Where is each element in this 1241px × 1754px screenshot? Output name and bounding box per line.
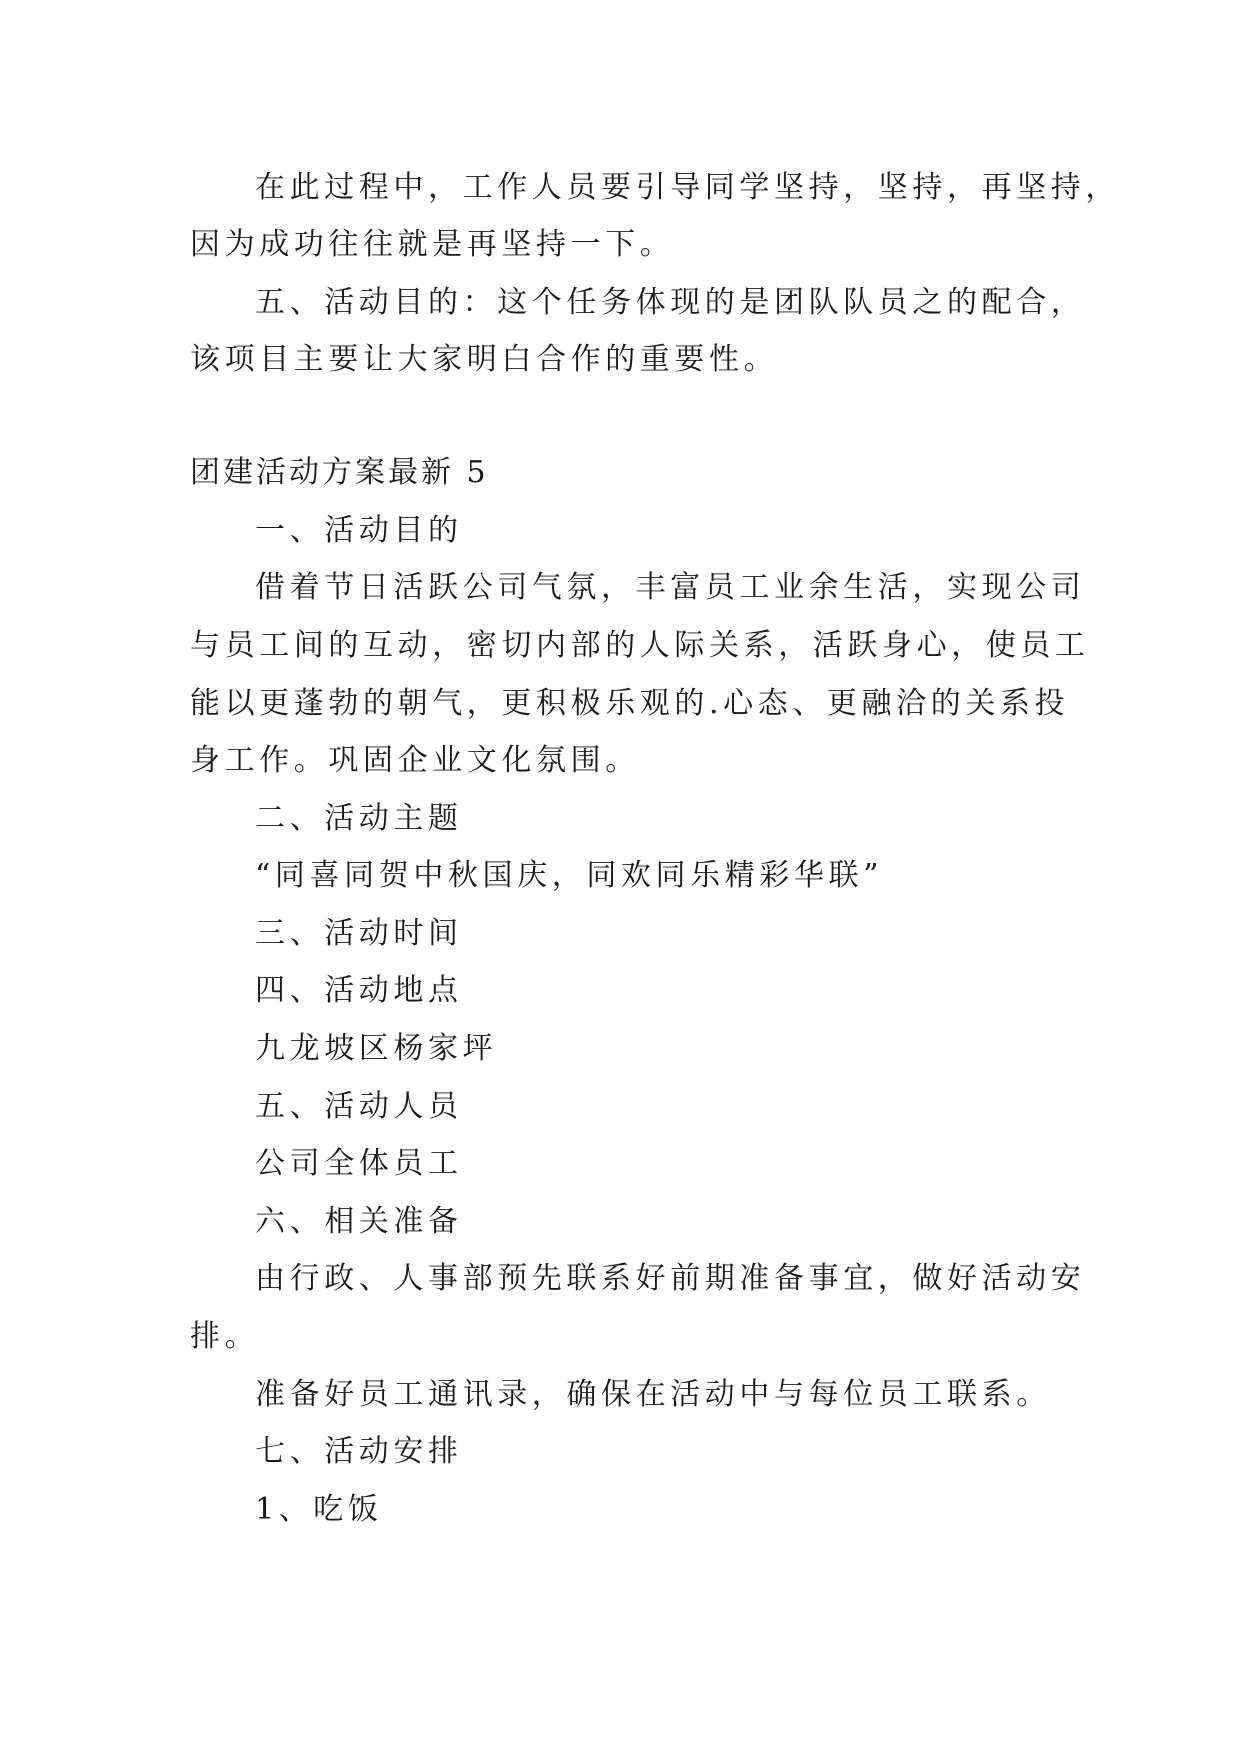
- section-title: 团建活动方案最新 5: [190, 455, 489, 490]
- theme-line: “同喜同贺中秋国庆，同欢同乐精彩华联”: [255, 858, 884, 893]
- paragraph-line: 身工作。巩固企业文化氛围。: [190, 743, 640, 778]
- list-heading: 三、活动时间: [255, 916, 463, 951]
- paragraph-line: 九龙坡区杨家坪: [255, 1031, 498, 1066]
- list-heading: 二、活动主题: [255, 801, 463, 836]
- paragraph-line: 排。: [190, 1319, 260, 1354]
- list-heading: 七、活动安排: [255, 1434, 463, 1469]
- paragraph-line: 由行政、人事部预先联系好前期准备事宜，做好活动安: [255, 1261, 1086, 1296]
- paragraph-line: 准备好员工通讯录，确保在活动中与每位员工联系。: [255, 1377, 1051, 1412]
- list-heading: 五、活动人员: [255, 1089, 463, 1124]
- paragraph-line: 因为成功往往就是再坚持一下。: [190, 227, 675, 262]
- list-heading: 六、相关准备: [255, 1204, 463, 1239]
- paragraph-line: 该项目主要让大家明白合作的重要性。: [190, 342, 779, 377]
- paragraph-line: 与员工间的互动，密切内部的人际关系，活跃身心，使员工: [190, 628, 1090, 663]
- list-heading: 一、活动目的: [255, 513, 463, 548]
- paragraph-line: 五、活动目的：这个任务体现的是团队队员之的配合，: [255, 285, 1086, 320]
- paragraph-line: 能以更蓬勃的朝气，更积极乐观的.心态、更融洽的关系投: [190, 686, 1070, 721]
- paragraph-line: 公司全体员工: [255, 1146, 463, 1181]
- paragraph-line: 借着节日活跃公司气氛，丰富员工业余生活，实现公司: [255, 570, 1086, 605]
- list-item: 1、吃饭: [255, 1492, 383, 1527]
- list-heading: 四、活动地点: [255, 973, 463, 1008]
- paragraph-line: 在此过程中，工作人员要引导同学坚持，坚持，再坚持，: [255, 170, 1120, 205]
